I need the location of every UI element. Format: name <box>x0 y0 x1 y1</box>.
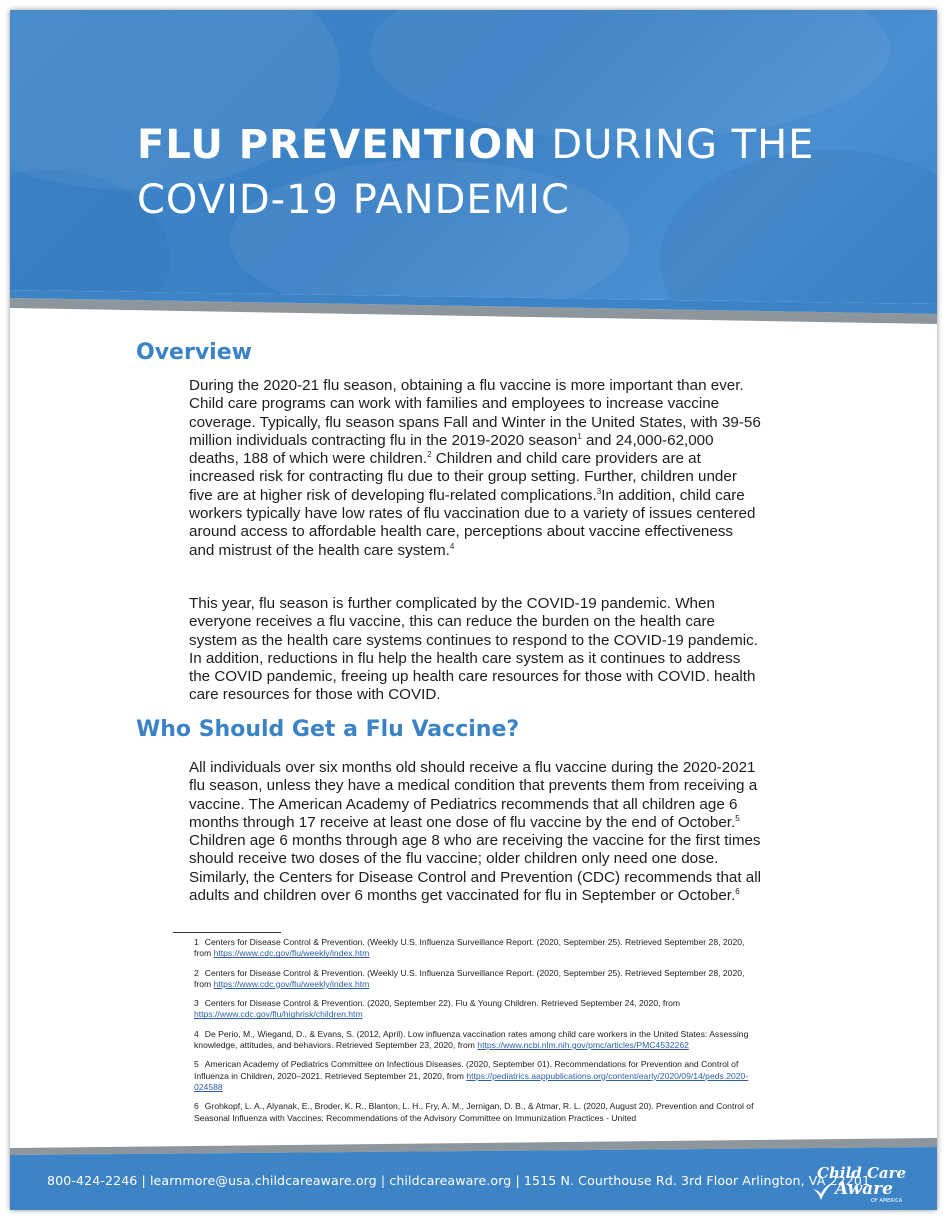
footnote-4 <box>194 1029 762 1052</box>
footnote-link[interactable]: https://pediatrics.aappublications.org/content/early/2020/09/14/peds.2020-024588 <box>194 1070 749 1092</box>
footnote-number: 4 <box>194 1028 199 1039</box>
footnote-link[interactable]: https://www.cdc.gov/flu/weekly/index.htm <box>213 978 370 989</box>
footnote-text: Centers for Disease Control & Prevention. (Weekly U.S. Influenza Surveillance Report. (2020, September 25). Retrieved September 28, 2020, from <box>194 937 745 959</box>
child-care-aware-logo <box>811 1159 911 1207</box>
text-run: Children and child care providers are at increased risk for contracting flu due to their group setting. Further, children under five are at higher risk of developing flu-related complications. <box>189 450 737 504</box>
text-run: In addition, child care workers typically have low rates of flu vaccination due to a variety of issues centered around access to affordable health care, perceptions about vaccine effectiveness and mistrust of the health care system. <box>189 486 756 559</box>
footnote-6 <box>194 1101 762 1124</box>
who-heading: Who Should Get a Flu Vaccine? <box>136 717 520 742</box>
text-run: During the 2020-21 flu season, obtaining a flu vaccine is more important than ever. Child care programs can work with families and employees to increase vaccine coverage. Typically, flu season spans Fall and Winter in the United States, with 39-56 million individuals contracting flu in the 2019-2020 season <box>189 377 761 449</box>
footnote-link[interactable]: https://www.cdc.gov/flu/weekly/index.htm <box>213 948 370 959</box>
overview-paragraph-1 <box>189 377 761 560</box>
footnote-link[interactable]: https://www.ncbi.nlm.nih.gov/pmc/articles/PMC4532262 <box>477 1040 689 1051</box>
footnote-ref: 2 <box>427 450 432 460</box>
footnote-number: 5 <box>194 1059 199 1070</box>
text-run: All individuals over six months old should receive a flu vaccine during the 2020-2021 flu season, unless they have a medical condition that prevents them from receiving a vaccine. The American Academy of Pediatrics recommends that all children age 6 months through 17 receive at least one dose of flu vaccine by the end of October. <box>189 759 758 831</box>
header-divider-band <box>10 290 937 335</box>
footnote-number: 6 <box>194 1101 199 1112</box>
text-run: Children age 6 months through age 8 who are receiving the vaccine for the first times should receive two doses of the flu vaccine; older children only need one dose. Similarly, the Centers for Disease Control and Prevention (CDC) recommends that all adults and children over 6 months get vaccinated for flu in September or October. <box>189 832 761 905</box>
footnote-2 <box>194 968 762 991</box>
footnote-text: De Perio, M., Wiegand, D., & Evans, S. (2012, April). Low influenza vaccination rates among child care workers in the United States: Assessing knowledge, attitudes, and behaviors. Retrieved September 23, 2020, from <box>194 1028 749 1051</box>
footnote-3 <box>194 998 762 1021</box>
overview-heading: Overview <box>136 340 252 365</box>
footer-bar <box>10 1155 937 1210</box>
footnote-number: 2 <box>194 967 199 978</box>
who-paragraph <box>189 759 761 905</box>
footnote-number: 3 <box>194 998 199 1009</box>
logo-text-line1: Child Care <box>817 1164 907 1182</box>
footnote-link[interactable]: https://www.cdc.gov/flu/highrisk/children.htm <box>194 1009 363 1020</box>
logo-check-icon <box>811 1179 837 1203</box>
footnote-ref: 3 <box>596 486 602 496</box>
footnote-divider <box>173 932 281 933</box>
footnote-text: Centers for Disease Control & Prevention. (2020, September 22). Flu & Young Children. Retrieved September 24, 2020, from <box>204 998 681 1009</box>
title-light-1: DURING THE <box>537 122 815 168</box>
overview-paragraph-2: This year, flu season is further complicated by the COVID-19 pandemic. When everyone receives a flu vaccine, this can reduce the burden on the health care system as the health care systems continues to respond to the COVID-19 pandemic. In addition, reductions in flu help the health care system as it continues to address the COVID pandemic, freeing up health care resources for those with COVID. health care resources for those with COVID. <box>189 595 758 704</box>
page-title <box>137 118 857 228</box>
footnote-text: American Academy of Pediatrics Committee on Infectious Diseases. (2020, September 01). Recommendations for Prevention and Control of Influenza in Children, 2020–2021. Retrieved September 21, 2020, from <box>194 1059 739 1081</box>
logo-text-line3: OF AMERICA <box>871 1198 903 1204</box>
footnote-ref: 6 <box>735 887 740 897</box>
document-page <box>10 10 937 1210</box>
footnote-number: 1 <box>194 937 199 947</box>
footnote-1 <box>194 937 762 960</box>
title-bold: FLU PREVENTION <box>137 122 538 168</box>
header-banner <box>10 10 937 330</box>
footnote-ref: 1 <box>577 431 582 441</box>
footnote-ref: 4 <box>449 541 455 551</box>
text-run: and 24,000-62,000 deaths, 188 of which were children. <box>189 431 714 468</box>
footnotes <box>194 937 762 1132</box>
footnote-5 <box>194 1059 762 1093</box>
title-light-2: COVID-19 PANDEMIC <box>137 177 570 223</box>
logo-text-line2: Aware <box>835 1179 893 1199</box>
footnote-text: Grohkopf, L. A., Alyanak, E., Broder, K. R., Blanton, L. H., Fry, A. M., Jernigan, D. B., & Atmar, R. L. (2020, August 20). Prevention and Control of Seasonal Influenza with Vaccines: Recommendations of the Advisory Committee on Immunization Practices - United <box>194 1101 754 1123</box>
footnote-ref: 5 <box>735 813 740 823</box>
footer-contact: 800-424-2246 | learnmore@usa.childcareaware.org | childcareaware.org | 1515 N. Courthouse Rd. 3rd Floor Arlington, VA 22201 <box>47 1173 871 1188</box>
footnote-text: Centers for Disease Control & Prevention. (Weekly U.S. Influenza Surveillance Report. (2020, September 25). Retrieved September 28, 2020, from <box>194 967 745 989</box>
